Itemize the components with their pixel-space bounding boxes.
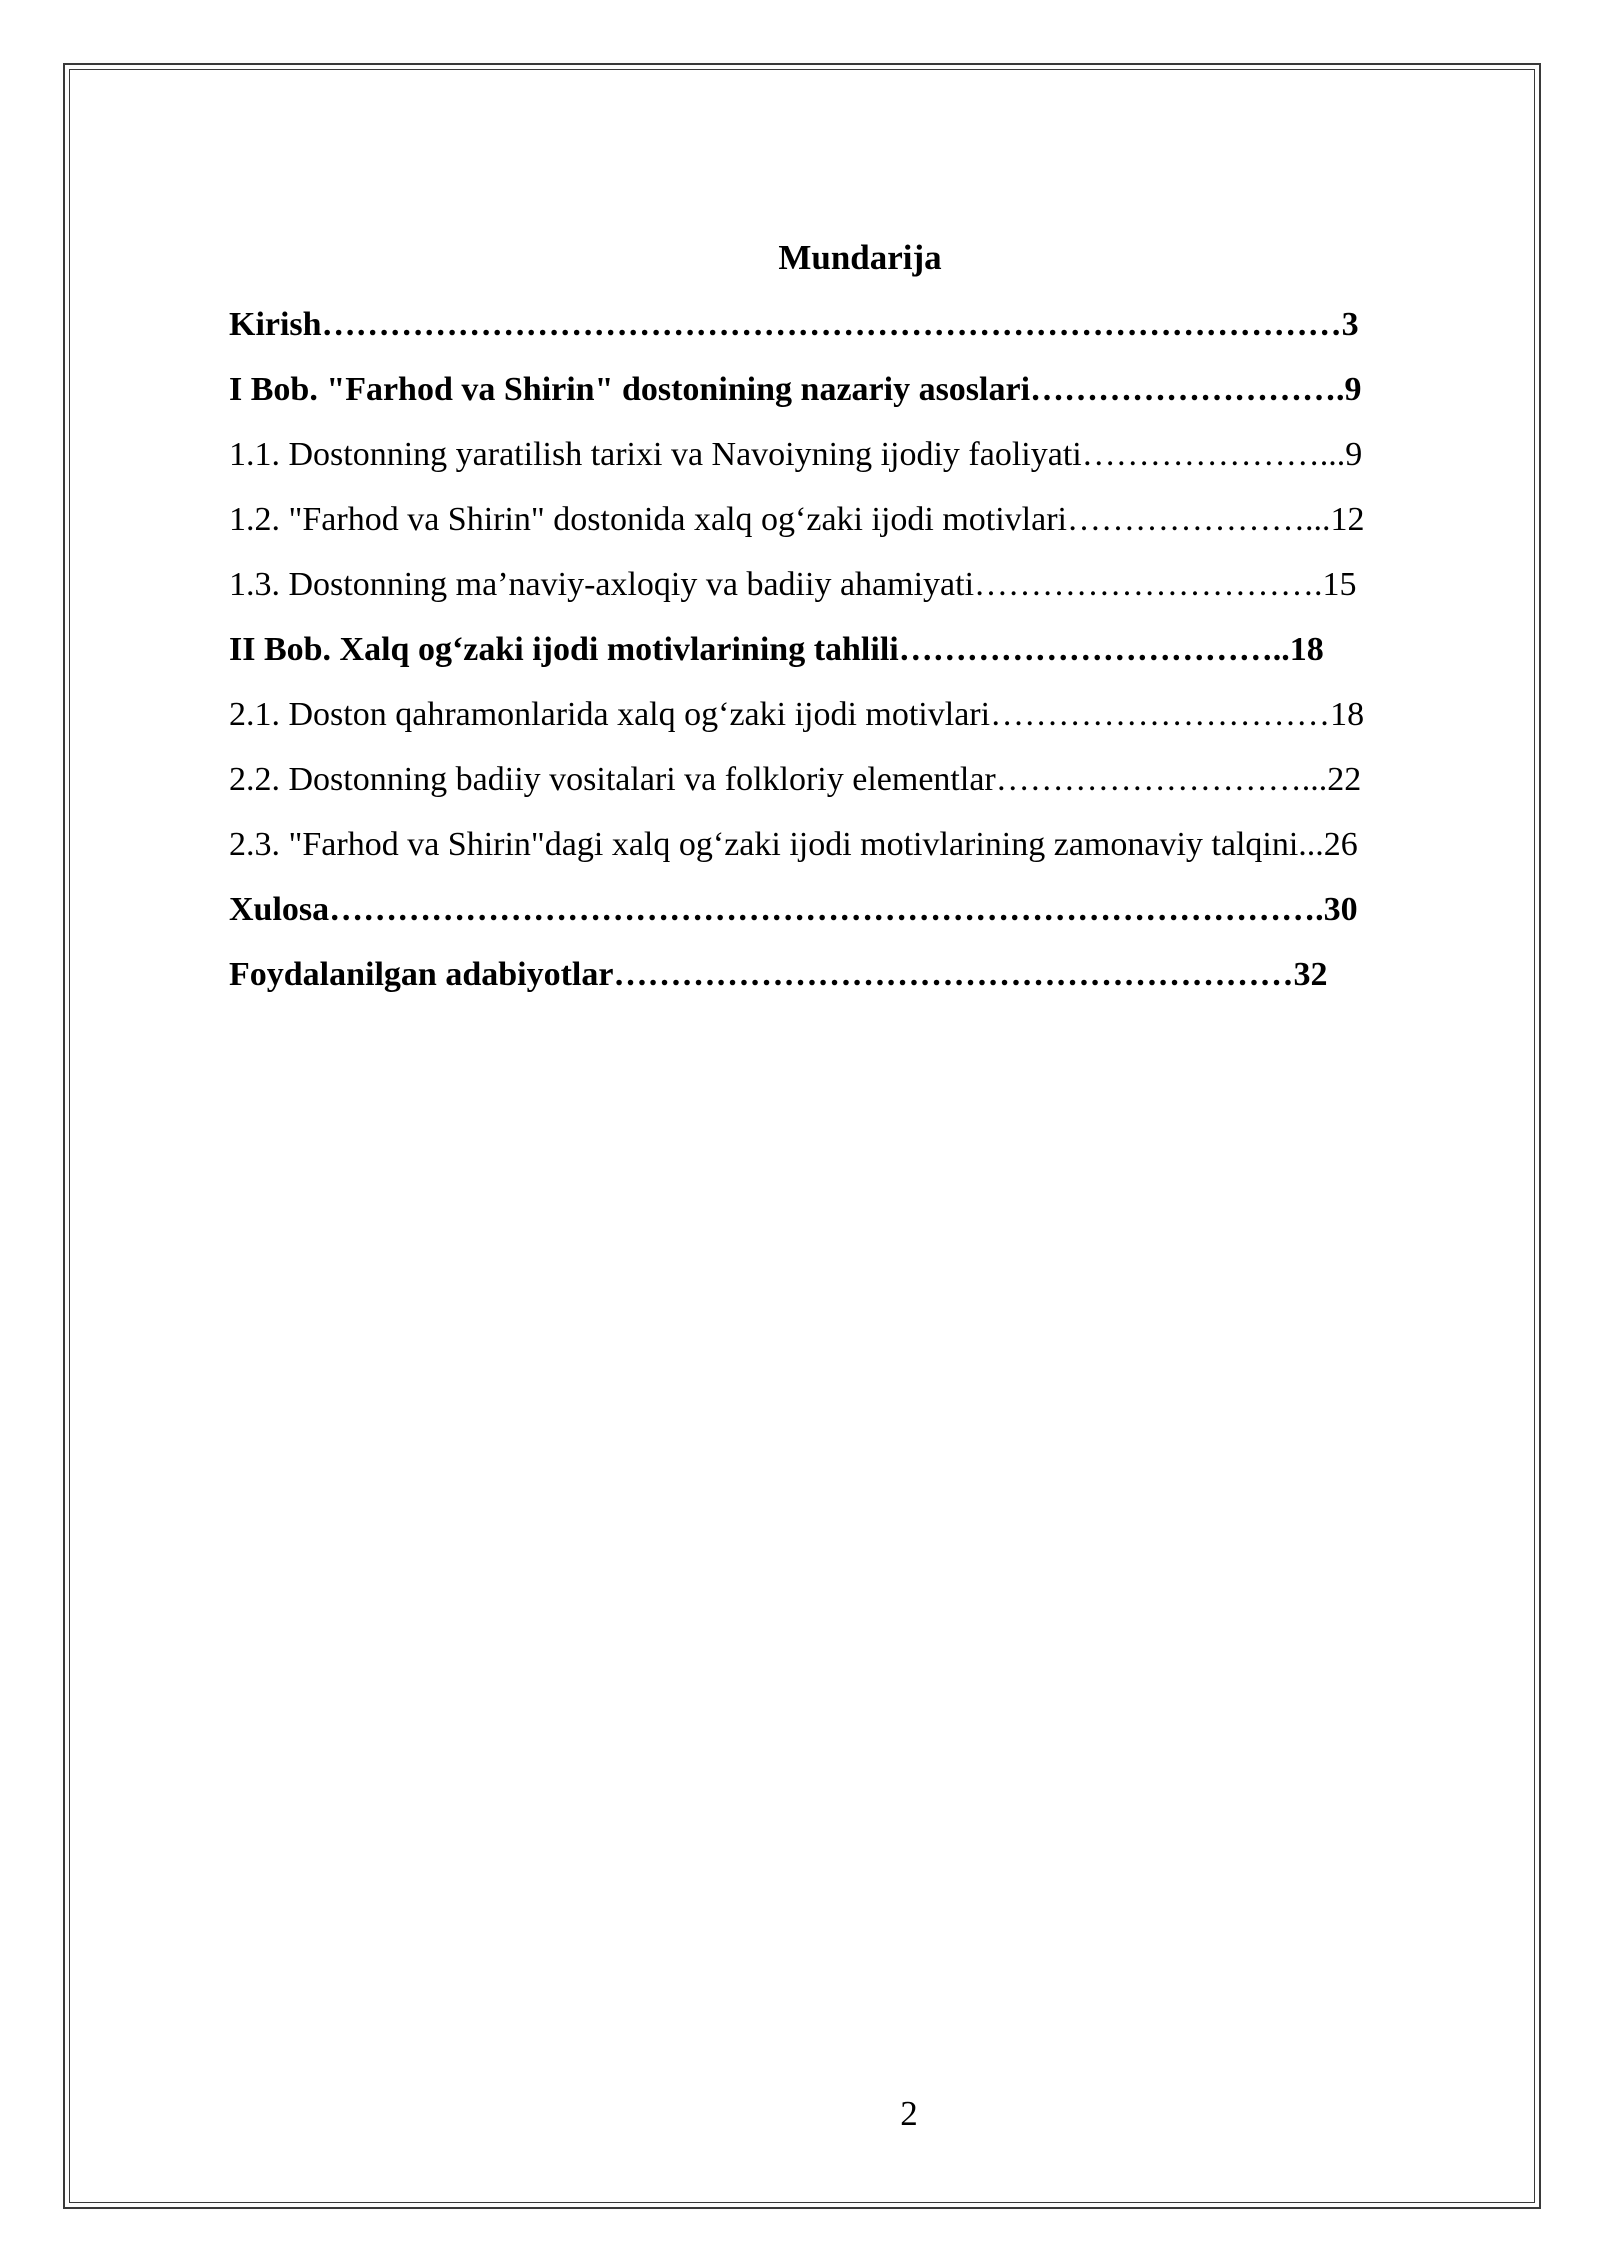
table-of-contents: [229, 300, 1489, 1015]
toc-page-number: 9: [1345, 436, 1363, 473]
toc-entry-label: 1.2. "Farhod va Shirin" dostonida xalq og‘zaki ijodi motivlari: [229, 501, 1067, 538]
toc-page-number: 30: [1323, 891, 1358, 928]
toc-entry-section-2-1[interactable]: [229, 690, 1489, 755]
toc-dot-leader: …………………………: [990, 696, 1331, 733]
toc-dot-leader: ...: [1298, 826, 1324, 863]
toc-dot-leader: ……………………………..: [898, 631, 1290, 668]
page-number: 2: [900, 2094, 918, 2133]
toc-entry-references[interactable]: [229, 950, 1489, 1015]
toc-dot-leader: …………………………………………………………………………….: [329, 891, 1324, 928]
toc-entry-section-1-3[interactable]: [229, 560, 1489, 625]
toc-entry-section-1-1[interactable]: [229, 430, 1489, 495]
toc-entry-chapter-1[interactable]: [229, 365, 1489, 430]
toc-page-number: 15: [1322, 566, 1357, 603]
toc-title: Mundarija: [778, 238, 942, 277]
toc-dot-leader: ………………………………………………………………………………: [321, 306, 1342, 343]
toc-page-number: 18: [1330, 696, 1365, 733]
toc-page-number: 9: [1344, 371, 1362, 408]
toc-page-number: 12: [1330, 501, 1365, 538]
toc-entry-label: Kirish: [229, 306, 322, 343]
toc-dot-leader: ……………………………………………………: [613, 956, 1294, 993]
toc-entry-section-2-3[interactable]: [229, 820, 1489, 885]
toc-entry-chapter-2[interactable]: [229, 625, 1489, 690]
toc-entry-kirish[interactable]: [229, 300, 1489, 365]
toc-dot-leader: ……………………….: [1030, 371, 1345, 408]
toc-dot-leader: ………………………...: [995, 761, 1328, 798]
toc-entry-label: 1.1. Dostonning yaratilish tarixi va Navoiyning ijodiy faoliyati: [229, 436, 1082, 473]
toc-page-number: 18: [1289, 631, 1324, 668]
toc-page-number: 22: [1327, 761, 1362, 798]
toc-entry-label: 2.3. "Farhod va Shirin"dagi xalq og‘zaki ijodi motivlarining zamonaviy talqini: [229, 826, 1299, 863]
toc-page-number: 32: [1293, 956, 1328, 993]
toc-page-number: 26: [1323, 826, 1358, 863]
toc-entry-label: Xulosa: [229, 891, 330, 928]
toc-entry-label: II Bob. Xalq og‘zaki ijodi motivlarining tahlili: [229, 631, 899, 668]
toc-entry-label: 1.3. Dostonning ma’naviy-axloqiy va badiiy ahamiyati: [229, 566, 975, 603]
toc-entry-xulosa[interactable]: [229, 885, 1489, 950]
toc-page-number: 3: [1341, 306, 1359, 343]
toc-entry-label: Foydalanilgan adabiyotlar: [229, 956, 614, 993]
toc-dot-leader: ………………………….: [974, 566, 1323, 603]
toc-dot-leader: …………………...: [1081, 436, 1346, 473]
toc-entry-section-2-2[interactable]: [229, 755, 1489, 820]
toc-entry-label: 2.1. Doston qahramonlarida xalq og‘zaki ijodi motivlari: [229, 696, 991, 733]
toc-entry-section-1-2[interactable]: [229, 495, 1489, 560]
toc-entry-label: 2.2. Dostonning badiiy vositalari va folkloriy elementlar: [229, 761, 996, 798]
toc-dot-leader: …………………...: [1066, 501, 1331, 538]
toc-entry-label: I Bob. "Farhod va Shirin" dostonining nazariy asoslari: [229, 371, 1031, 408]
